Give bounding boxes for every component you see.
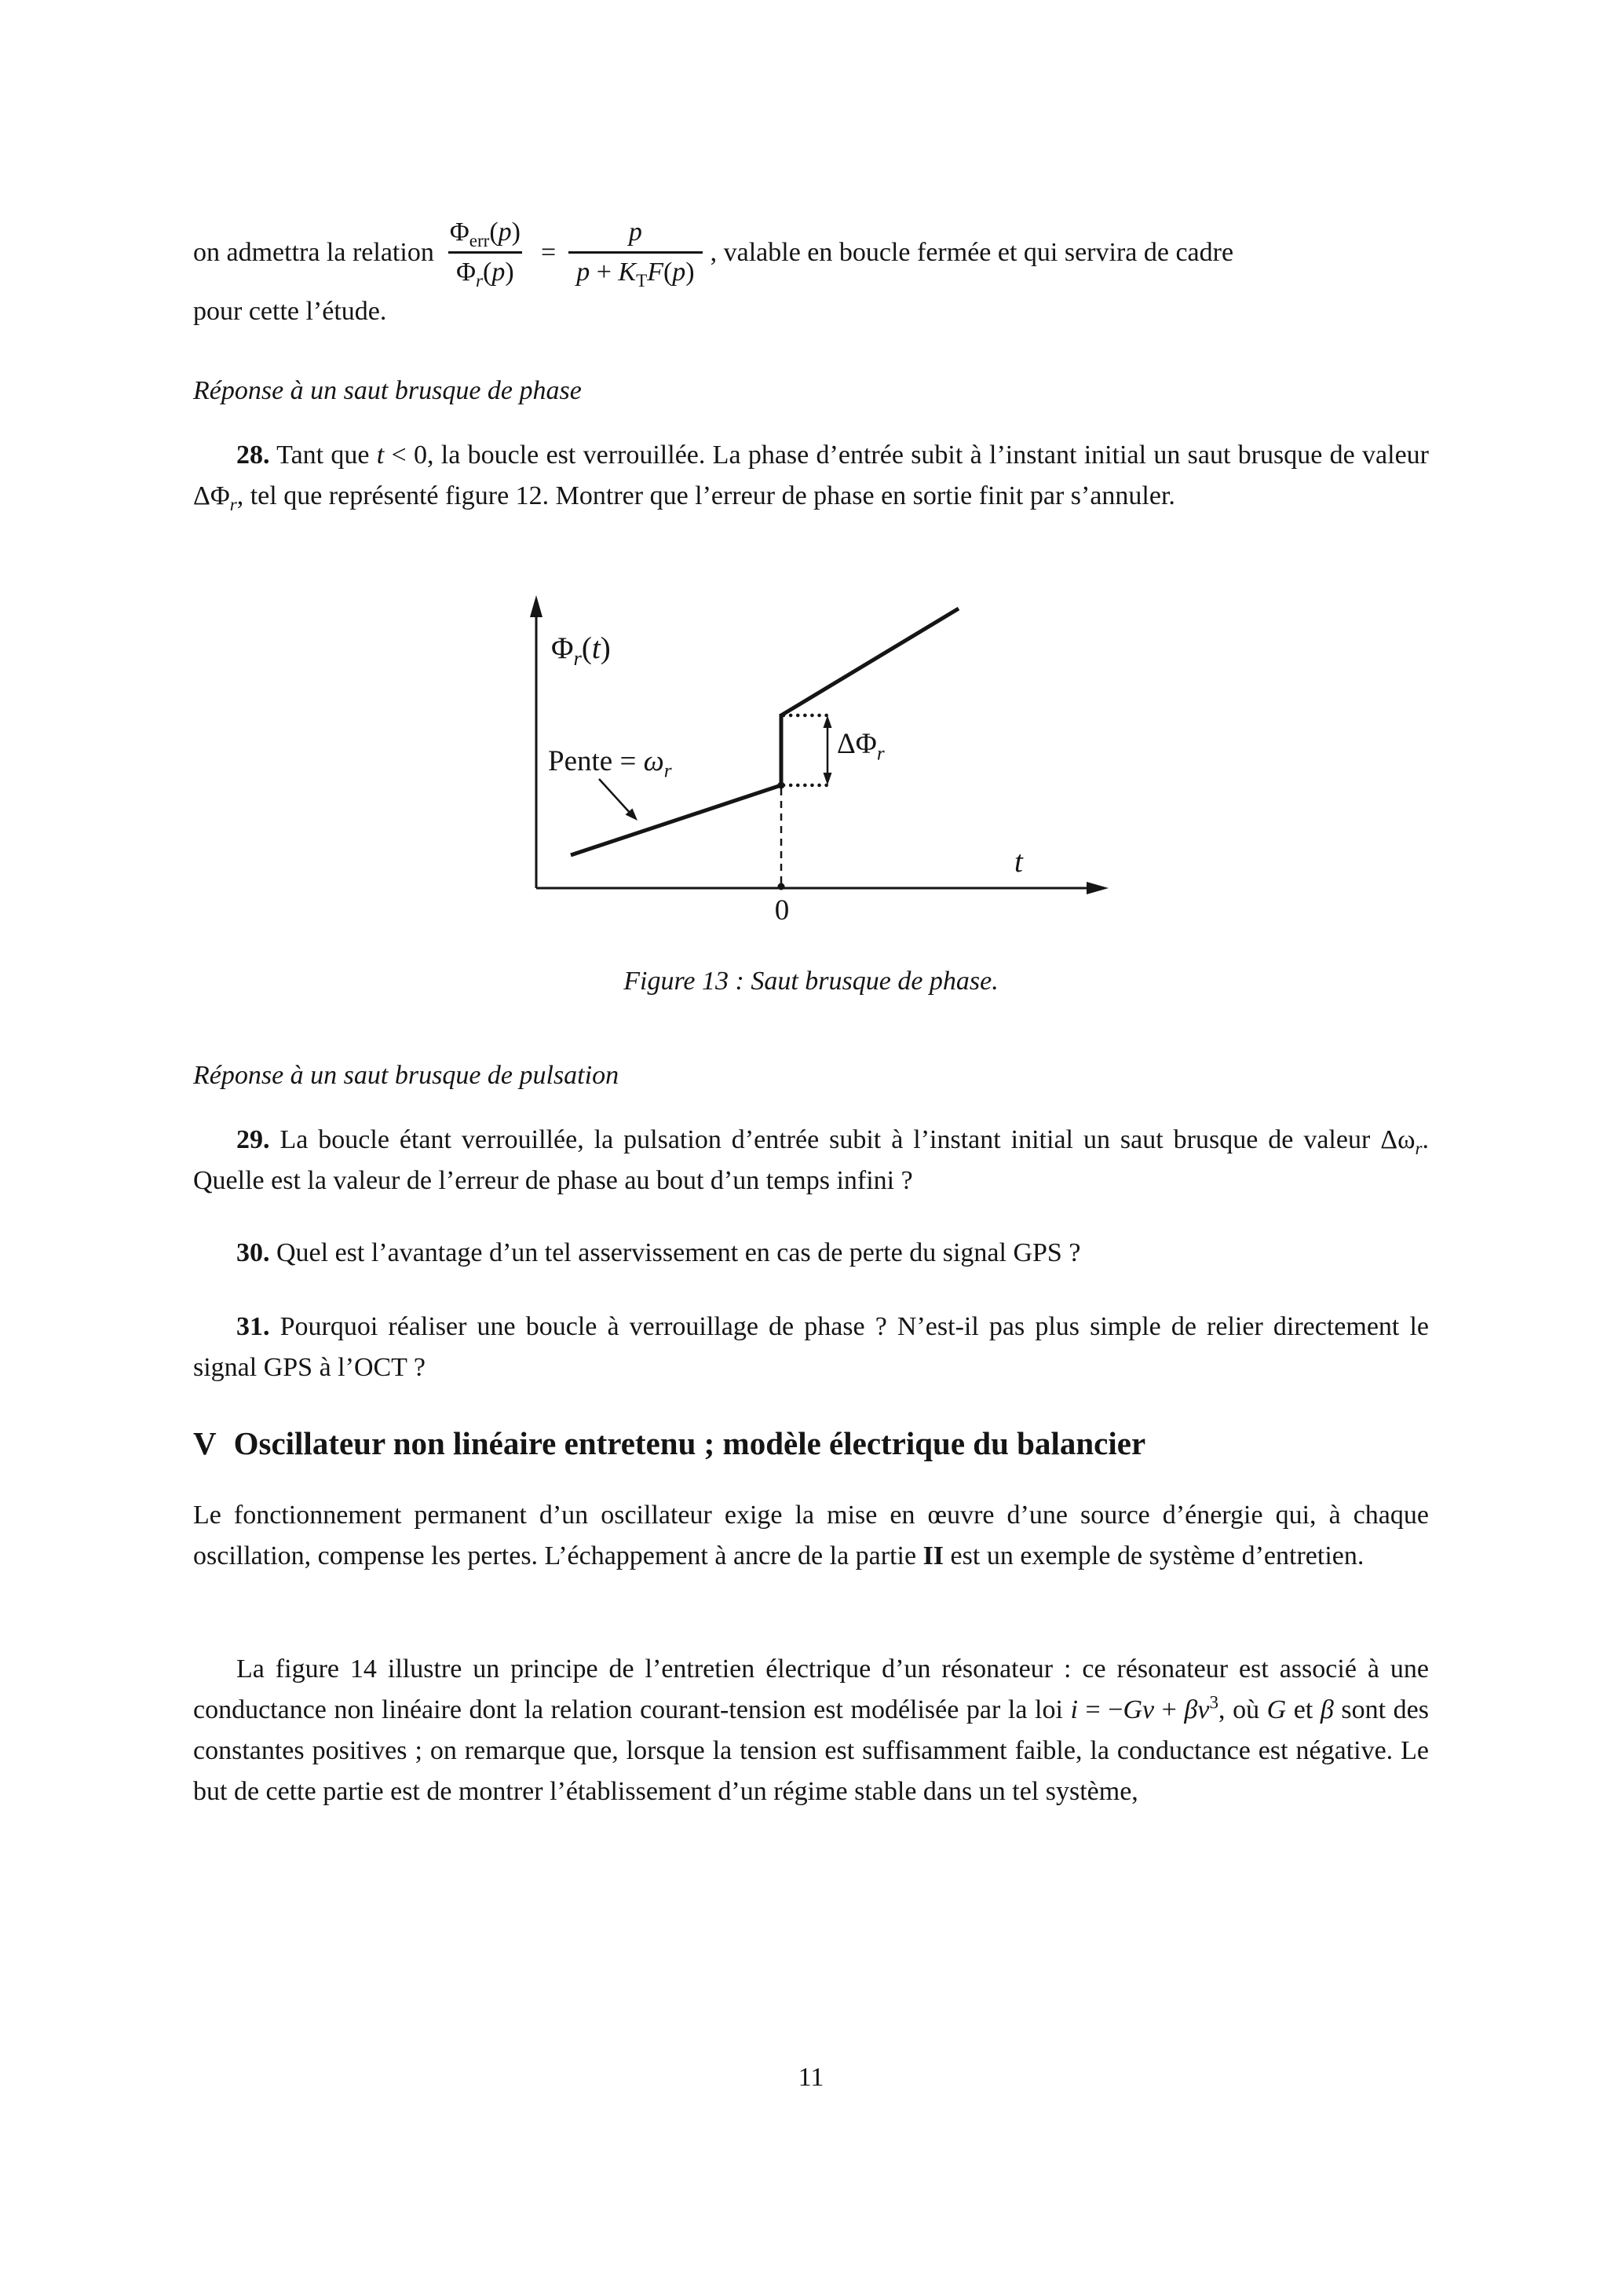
phase-line-after-jump <box>781 609 959 715</box>
question-29: 29. La boucle étant verrouillée, la pulsation d’entrée subit à l’instant initial un saut brusque de valeur $\Delta\omega_r$. Quelle est la valeur de l’erreur de phase au bout d’un temps infini ? <box>193 1125 1429 1195</box>
fraction-numerator: $\Phi_{err}(p)$ <box>449 218 521 251</box>
jump-arrow-down-head-icon <box>824 773 832 785</box>
question-28: 28. Tant que t < 0, la boucle est verrouillée. La phase d’entrée subit à l’instant initial un saut brusque de valeur $\Delta\Phi_r$, tel que représenté figure 12. Montrer que l’erreur de phase en sortie finit par s’annuler. <box>193 441 1429 515</box>
phase-line-before-jump <box>571 785 781 855</box>
subsection-heading-phase: Réponse à un saut brusque de phase <box>193 376 582 405</box>
fraction-denominator: $p + K_TF(p)$ <box>568 251 702 291</box>
fraction-denominator: $\Phi_r(p)$ <box>448 251 522 291</box>
x-axis-arrowhead-icon <box>1087 882 1109 894</box>
intro-text-before: on admettra la relation <box>193 237 434 267</box>
intro-line-2: pour cette l’étude. <box>193 297 387 326</box>
figure-origin-label: 0 <box>774 894 790 927</box>
slope-pointer-arrow <box>599 779 631 814</box>
paragraph-entretien: Le fonctionnement permanent d’un oscillateur exige la mise en œuvre d’une source d’énergie qui, à chaque oscillation, compense les pertes. L’échappement à ancre de la partie II est un exemple de système d’entretien. <box>193 1501 1429 1570</box>
y-axis-arrowhead-icon <box>530 595 542 617</box>
jump-bottom-point <box>778 782 785 789</box>
figure-slope-label: Pente = $\omega_r$ <box>548 745 672 782</box>
figure-y-axis-label: $\Phi_r(t)$ <box>551 631 611 670</box>
subsection-heading-pulsation: Réponse à un saut brusque de pulsation <box>193 1061 619 1090</box>
formula-line <box>193 214 1429 291</box>
formula-fraction-transfer <box>568 214 702 291</box>
figure-x-axis-label: t <box>1014 845 1023 879</box>
intro-text-after: , valable en boucle fermée et qui servira de cadre <box>710 237 1234 267</box>
axis-intersection-point <box>778 883 785 890</box>
question-30: 30. Quel est l’avantage d’un tel asservissement en cas de perte du signal GPS ? <box>236 1238 1081 1267</box>
fraction-numerator: p <box>628 218 642 247</box>
figure-jump-label: $\Delta\Phi_r$ <box>837 728 885 765</box>
paragraph-figure14: La figure 14 illustre un principe de l’entretien électrique d’un résonateur : ce résonateur est associé à une conductance non linéaire dont la relation courant-tension est modélisée par la loi $i = -Gv + \beta v^3$, où G et β sont des constantes positives ; on remarque que, lorsque la tension est suffisamment faible, la conductance est négative. Le but de cette partie est de montrer l’établissement d’un régime stable dans un tel système, <box>193 1654 1430 1806</box>
formula-fraction-phase-ratio <box>442 214 528 291</box>
section-v-heading: V Oscillateur non linéaire entretenu ; modèle électrique du balancier <box>193 1425 1146 1461</box>
jump-arrow-up-head-icon <box>824 715 832 728</box>
figure-13-caption: Figure 13 : Saut brusque de phase. <box>623 967 999 996</box>
page-number: 11 <box>798 2063 824 2092</box>
question-31: 31. Pourquoi réaliser une boucle à verrouillage de phase ? N’est-il pas plus simple de relier directement le signal GPS à l’OCT ? <box>193 1312 1429 1382</box>
equals-sign: = <box>541 237 557 267</box>
intro-paragraph <box>193 214 1429 332</box>
